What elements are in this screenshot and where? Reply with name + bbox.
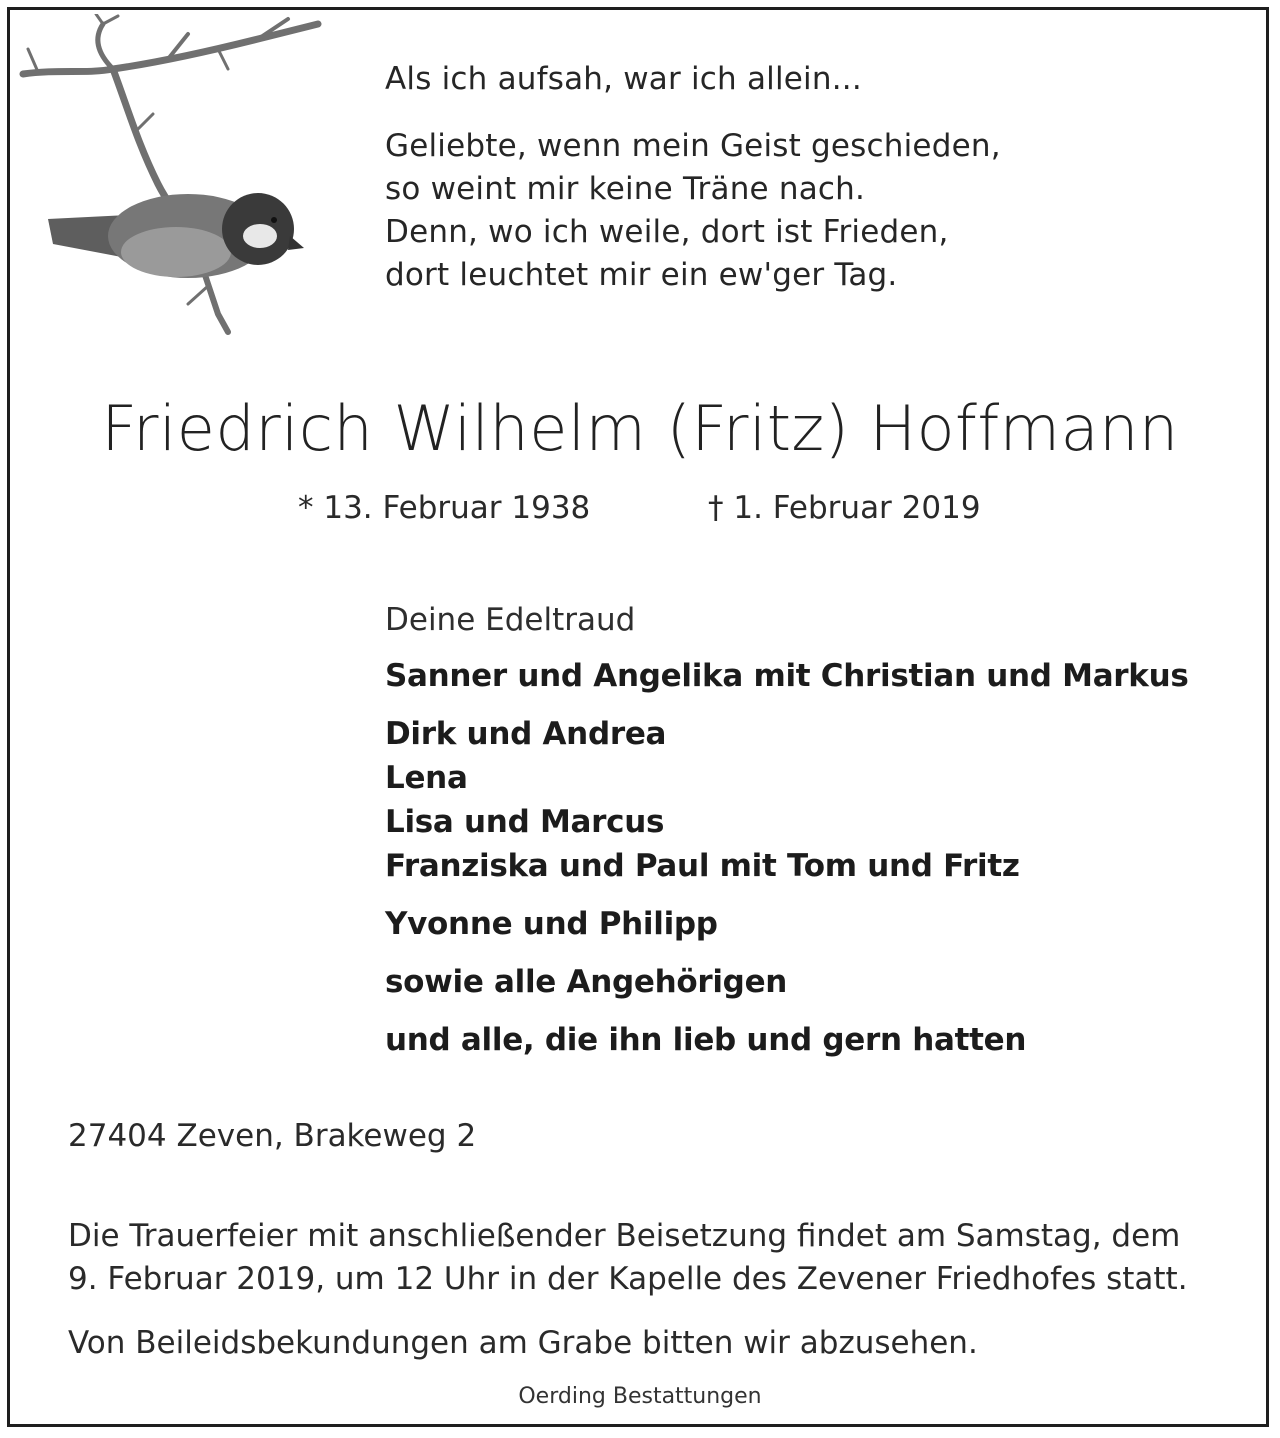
birth-date: * 13. Februar 1938 [298, 490, 591, 526]
poem-line: Denn, wo ich weile, dort ist Frieden, [385, 214, 949, 250]
death-date: † 1. Februar 2019 [708, 490, 981, 526]
deceased-name: Friedrich Wilhelm (Fritz) Hoffmann [101, 392, 1179, 465]
poem-line: Geliebte, wenn mein Geist geschieden, [385, 128, 1001, 164]
poem-line: so weint mir keine Träne nach. [385, 171, 866, 207]
mourner-group [385, 960, 1189, 1004]
mourner-group [385, 712, 1189, 888]
poem-line: dort leuchtet mir ein ew'ger Tag. [385, 257, 898, 293]
mourner-group [385, 654, 1189, 698]
mourners-list [385, 600, 1189, 1062]
mourner-group [385, 902, 1189, 946]
mourner-line: Lisa und Marcus [385, 804, 665, 840]
undertaker-name: Oerding Bestattungen [518, 1384, 762, 1409]
funeral-notice: Die Trauerfeier mit anschließender Beisetzung findet am Samstag, dem 9. Februar 2019, um 12 Uhr in der Kapelle des Zevener Friedhofes statt. [68, 1218, 1188, 1297]
mourner-line: Dirk und Andrea [385, 716, 667, 752]
poem [385, 58, 1001, 297]
mourner-line: Lena [385, 760, 468, 796]
mourner-line: Yvonne und Philipp [385, 906, 718, 942]
mourner-group [385, 1018, 1189, 1062]
mourner-wife: Deine Edeltraud [385, 602, 636, 638]
family-address: 27404 Zeven, Brakeweg 2 [68, 1118, 477, 1154]
poem-intro: Als ich aufsah, war ich allein... [385, 61, 862, 97]
mourner-line: und alle, die ihn lieb und gern hatten [385, 1022, 1027, 1058]
bird-on-branch-icon [18, 14, 338, 344]
condolence-note: Von Beileidsbekundungen am Grabe bitten wir abzusehen. [68, 1325, 978, 1361]
mourner-line: Franziska und Paul mit Tom und Fritz [385, 848, 1020, 884]
mourner-line: sowie alle Angehörigen [385, 964, 788, 1000]
mourner-line: Sanner und Angelika mit Christian und Markus [385, 658, 1189, 694]
